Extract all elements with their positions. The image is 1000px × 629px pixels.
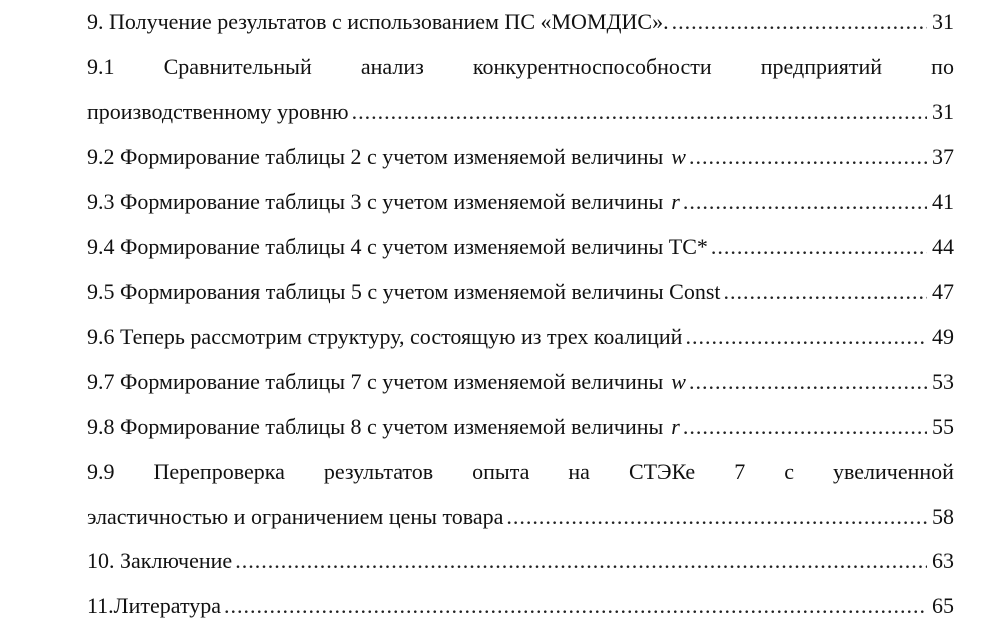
- toc-entry: [87, 187, 954, 217]
- toc-entry-title: 9. Получение результатов с использованием ПС «МОМДИС».: [87, 9, 669, 34]
- toc-page-number: 58: [932, 504, 954, 529]
- toc-leader-dots: [672, 7, 927, 37]
- toc-entry: [87, 52, 954, 127]
- toc-page-number: 44: [932, 234, 954, 259]
- toc-entry-title: 9.4 Формирование таблицы 4 с учетом изменяемой величины ТС*: [87, 234, 708, 259]
- toc-entry-title: 9.7 Формирование таблицы 7 с учетом изменяемой величины: [87, 369, 664, 394]
- toc-entry-title-line2: эластичностью и ограничением цены товара: [87, 504, 504, 529]
- toc-entry-title: 10. Заключение: [87, 548, 233, 573]
- toc-entry-title-line1: 9.9 Перепроверка результатов опыта на СТЭКе 7 с увеличенной: [87, 459, 954, 484]
- toc-page-number: 37: [932, 144, 954, 169]
- toc-entry-variable: w: [671, 144, 686, 169]
- toc-leader-dots: [711, 232, 927, 262]
- toc-entry: [87, 7, 954, 37]
- toc-page-number: 47: [932, 279, 954, 304]
- toc-leader-dots: [683, 187, 927, 217]
- toc-entry: [87, 412, 954, 442]
- toc-page-number: 65: [932, 593, 954, 618]
- toc-entry-title: 11.Литература: [87, 593, 222, 618]
- toc-leader-dots: [685, 322, 927, 352]
- toc-leader-dots: [235, 546, 927, 576]
- toc-page-number: 55: [932, 414, 954, 439]
- toc-leader-dots: [689, 142, 927, 172]
- toc-leader-dots: [724, 277, 928, 307]
- toc-page-number: 63: [932, 548, 954, 573]
- toc-page-number: 31: [932, 99, 954, 124]
- toc-page-number: 49: [932, 324, 954, 349]
- toc-entry: [87, 591, 954, 621]
- toc-entry-variable: w: [671, 369, 686, 394]
- toc-entry: [87, 277, 954, 307]
- toc-leader-dots: [352, 97, 927, 127]
- toc-entry-title: 9.2 Формирование таблицы 2 с учетом изменяемой величины: [87, 144, 664, 169]
- toc-entry-variable: r: [671, 189, 680, 214]
- toc-entry-title-line1: 9.1 Сравнительный анализ конкурентноспособности предприятий по: [87, 54, 954, 79]
- toc-entry: [87, 322, 954, 352]
- toc-entry: [87, 546, 954, 576]
- toc-leader-dots: [506, 502, 927, 532]
- toc-leader-dots: [689, 367, 927, 397]
- toc-leader-dots: [224, 591, 927, 621]
- toc-entry: [87, 457, 954, 532]
- toc-leader-dots: [683, 412, 927, 442]
- toc-entry-title: 9.6 Теперь рассмотрим структуру, состоящую из трех коалиций: [87, 324, 683, 349]
- toc-entry: [87, 142, 954, 172]
- toc-entry-title: 9.3 Формирование таблицы 3 с учетом изменяемой величины: [87, 189, 664, 214]
- toc-entry-title: 9.5 Формирования таблицы 5 с учетом изменяемой величины Const: [87, 279, 721, 304]
- toc-entry-title-line2: производственному уровню: [87, 99, 349, 124]
- toc-entry-title: 9.8 Формирование таблицы 8 с учетом изменяемой величины: [87, 414, 664, 439]
- toc-entry: [87, 232, 954, 262]
- toc-page-number: 53: [932, 369, 954, 394]
- toc-page-number: 41: [932, 189, 954, 214]
- toc-entry: [87, 367, 954, 397]
- toc-entry-variable: r: [671, 414, 680, 439]
- toc-page-number: 31: [932, 9, 954, 34]
